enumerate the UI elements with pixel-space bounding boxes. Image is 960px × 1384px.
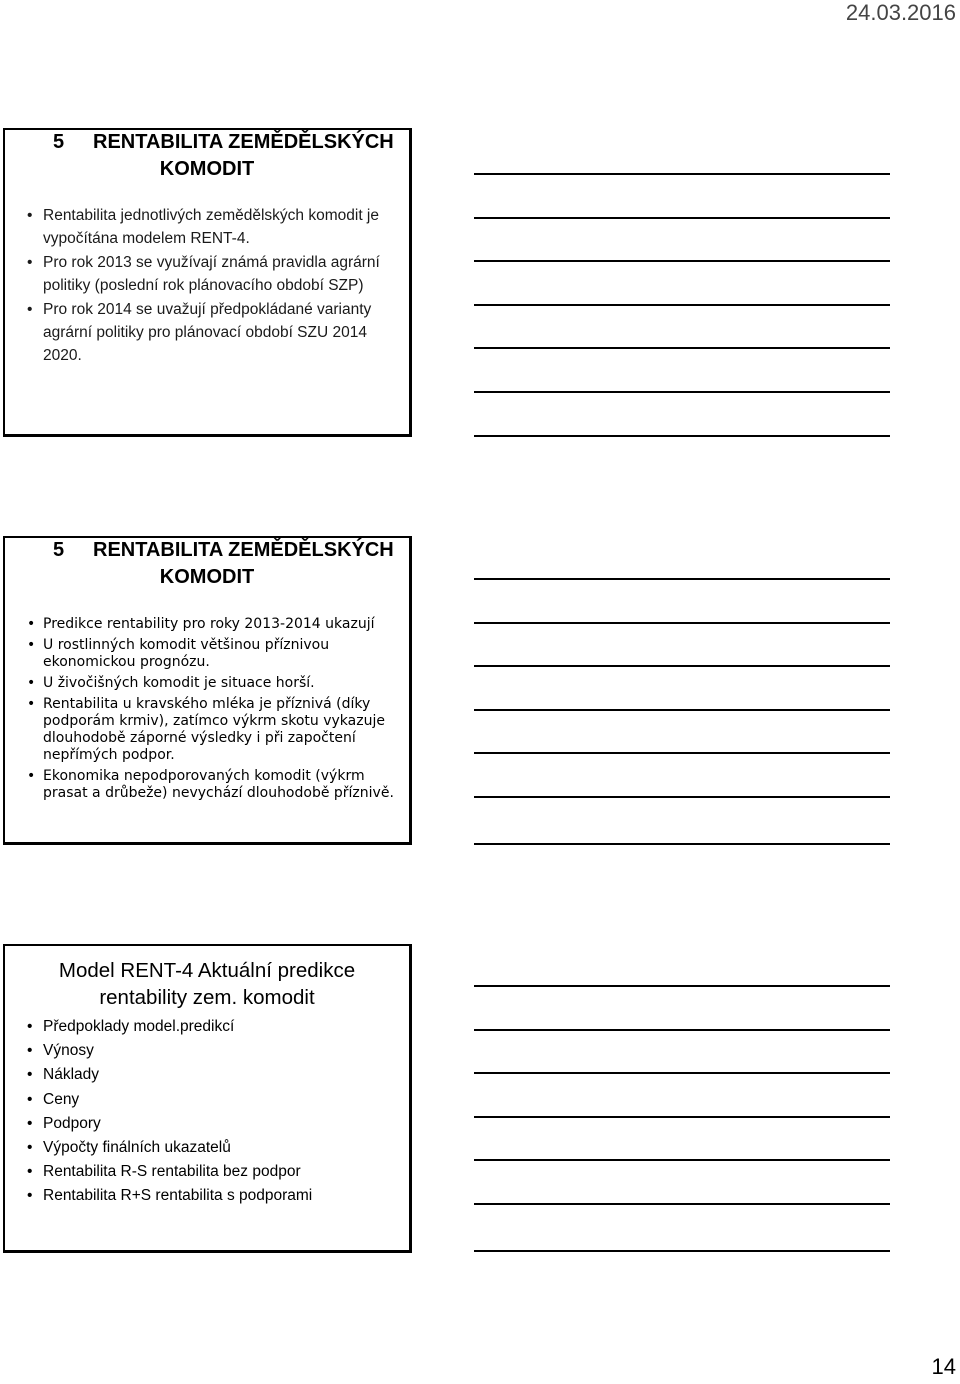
list-item: • Výpočty finálních ukazatelů — [5, 1136, 409, 1160]
slide-title — [5, 537, 409, 591]
list-item: • Předpoklady model.predikcí — [5, 1015, 409, 1039]
note-line — [474, 391, 890, 393]
note-line — [474, 304, 890, 306]
note-line — [474, 1116, 890, 1118]
note-line — [474, 260, 890, 262]
title-text: RENTABILITA ZEMĚDĚLSKÝCH — [93, 131, 394, 153]
note-line — [474, 1159, 890, 1161]
note-line — [474, 843, 890, 845]
slide-2 — [3, 536, 412, 845]
section-number: 5 — [53, 539, 65, 561]
section-number: 5 — [53, 131, 65, 153]
bullet-list — [5, 1015, 409, 1209]
note-line — [474, 1250, 890, 1252]
note-line — [474, 1029, 890, 1031]
note-line — [474, 665, 890, 667]
title-text-line2: rentability zem. komodit — [99, 986, 315, 1009]
slide-1 — [3, 128, 412, 437]
list-item: • Rentabilita R-S rentabilita bez podpor — [5, 1160, 409, 1184]
note-line — [474, 578, 890, 580]
list-item: • Ekonomika nepodporovaných komodit (výkrm prasat a drůbeže) nevychází dlouhodobě příznivě. — [5, 768, 409, 802]
list-item: • U rostlinných komodit většinou příznivou ekonomickou prognózu. — [5, 637, 409, 671]
title-text: Model RENT-4 Aktuální predikce — [58, 959, 356, 982]
list-item: • Podpory — [5, 1112, 409, 1136]
note-line — [474, 1072, 890, 1074]
note-line — [474, 173, 890, 175]
note-line — [474, 347, 890, 349]
list-item: • Pro rok 2013 se využívají známá pravidla agrární politiky (poslední rok plánovacího období SZP) — [5, 251, 409, 297]
note-line — [474, 796, 890, 798]
slide-3 — [3, 944, 412, 1253]
note-line — [474, 709, 890, 711]
list-item: • Rentabilita jednotlivých zemědělských komodit je vypočítána modelem RENT-4. — [5, 204, 409, 250]
bullet-list — [5, 204, 409, 367]
title-text-line2: KOMODIT — [159, 158, 255, 180]
bullet-list — [5, 616, 409, 802]
list-item: • U živočišných komodit je situace horší. — [5, 675, 409, 692]
print-date: 24.03.2016 — [845, 0, 956, 25]
page-number: 14 — [931, 1354, 956, 1379]
note-line — [474, 217, 890, 219]
slide-title — [5, 129, 409, 183]
list-item: • Predikce rentability pro roky 2013-2014 ukazují — [5, 616, 409, 633]
title-text-line2: KOMODIT — [159, 566, 255, 588]
note-line — [474, 435, 890, 437]
list-item: • Výnosy — [5, 1039, 409, 1063]
list-item: • Pro rok 2014 se uvažují předpokládané varianty agrární politiky pro plánovací období SZU 2014 2020. — [5, 298, 409, 367]
title-text: RENTABILITA ZEMĚDĚLSKÝCH — [93, 539, 394, 561]
note-line — [474, 752, 890, 754]
list-item: • Rentabilita R+S rentabilita s podporami — [5, 1184, 409, 1208]
note-line — [474, 622, 890, 624]
note-line — [474, 1203, 890, 1205]
note-line — [474, 985, 890, 987]
list-item: • Rentabilita u kravského mléka je příznivá (díky podporám krmiv), zatímco výkrm skotu vykazuje dlouhodobě záporné výsledky i při započtení nepřímých podpor. — [5, 696, 409, 764]
list-item: • Náklady — [5, 1063, 409, 1087]
slide-title — [5, 946, 409, 1011]
list-item: • Ceny — [5, 1088, 409, 1112]
